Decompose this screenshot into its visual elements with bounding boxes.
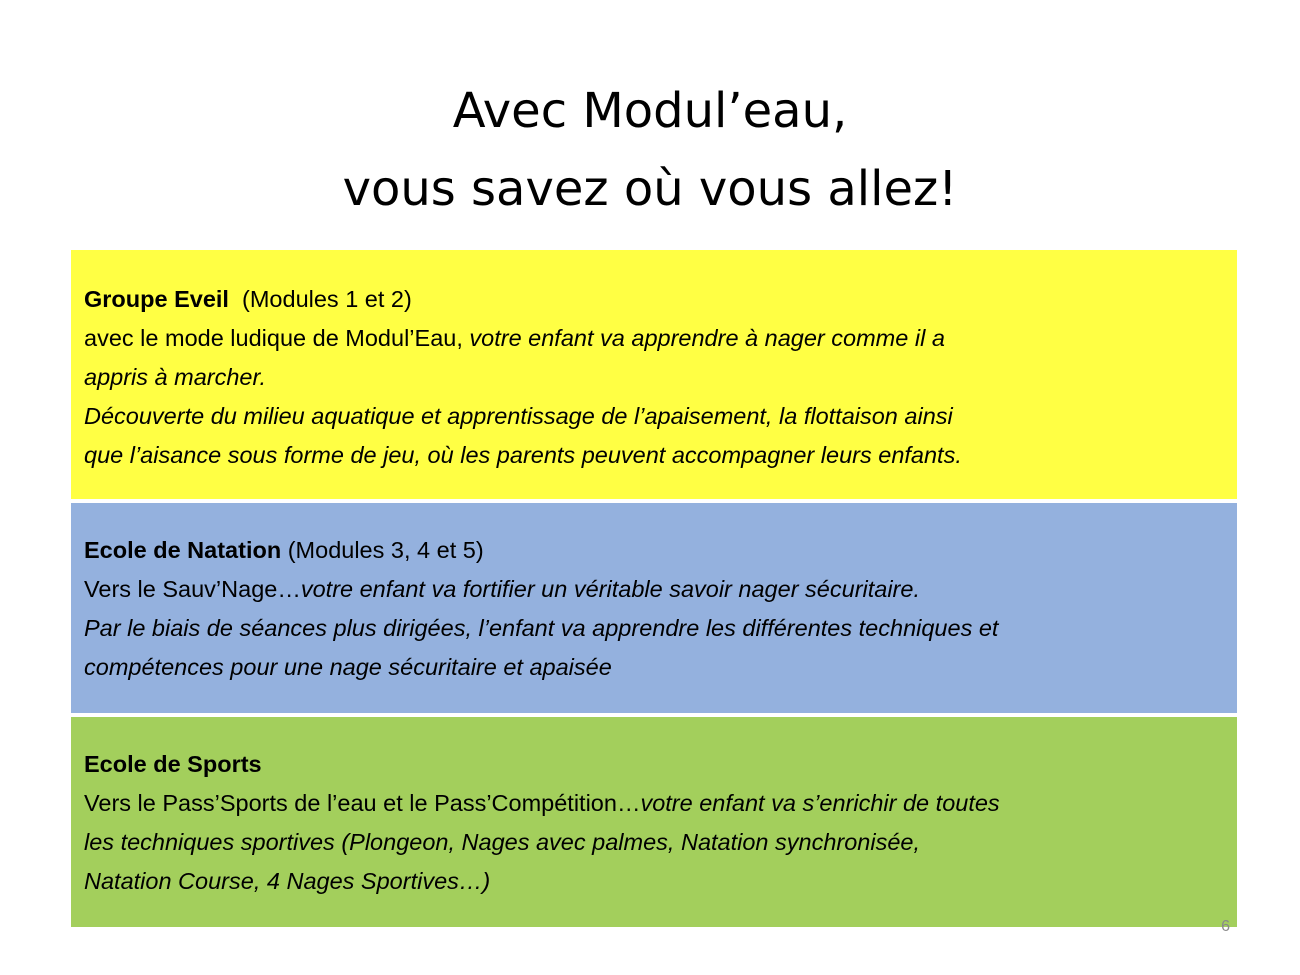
ecole-sports-line-2 — [84, 784, 1227, 823]
groupe-eveil-box — [70, 249, 1238, 500]
groupe-eveil-heading: Groupe Eveil — [84, 286, 229, 312]
slide-title-line-1: Avec Modul’eau, — [452, 83, 848, 139]
page-number: 6 — [1221, 918, 1230, 935]
groupe-eveil-line-5: que l’aisance sous forme de jeu, où les parents peuvent accompagner leurs enfants. — [84, 442, 962, 468]
slide-title-line-2: vous savez où vous allez! — [342, 161, 958, 217]
ecole-natation-line-2-normal: Vers le Sauv’Nage… — [84, 576, 301, 602]
groupe-eveil-modules: (Modules 1 et 2) — [228, 286, 412, 312]
ecole-natation-line-2 — [84, 570, 1227, 609]
groupe-eveil-line-2-italic: votre enfant va apprendre à nager comme il a — [469, 325, 945, 351]
groupe-eveil-heading-line — [84, 280, 1227, 319]
slide-title — [0, 72, 1300, 228]
ecole-natation-box — [70, 502, 1238, 714]
ecole-natation-heading-line — [84, 531, 1227, 570]
ecole-natation-line-3: Par le biais de séances plus dirigées, l’enfant va apprendre les différentes techniques et — [84, 615, 999, 641]
ecole-sports-heading: Ecole de Sports — [84, 751, 262, 777]
ecole-natation-line-4: compétences pour une nage sécuritaire et apaisée — [84, 654, 612, 680]
groupe-eveil-line-2 — [84, 319, 1227, 358]
ecole-natation-modules: (Modules 3, 4 et 5) — [281, 537, 484, 563]
ecole-sports-line-4: Natation Course, 4 Nages Sportives…) — [84, 868, 491, 894]
ecole-sports-box — [70, 716, 1238, 928]
groupe-eveil-line-3: appris à marcher. — [84, 364, 266, 390]
ecole-sports-line-2-normal: Vers le Pass’Sports de l’eau et le Pass’Compétition… — [84, 790, 641, 816]
ecole-sports-line-3: les techniques sportives (Plongeon, Nages avec palmes, Natation synchronisée, — [84, 829, 921, 855]
ecole-sports-line-2-italic: votre enfant va s’enrichir de toutes — [640, 790, 1000, 816]
groupe-eveil-line-2-normal: avec le mode ludique de Modul’Eau, — [84, 325, 470, 351]
ecole-natation-heading: Ecole de Natation — [84, 537, 282, 563]
ecole-natation-line-2-italic: votre enfant va fortifier un véritable savoir nager sécuritaire. — [300, 576, 920, 602]
groupe-eveil-line-4: Découverte du milieu aquatique et apprentissage de l’apaisement, la flottaison ainsi — [84, 403, 953, 429]
